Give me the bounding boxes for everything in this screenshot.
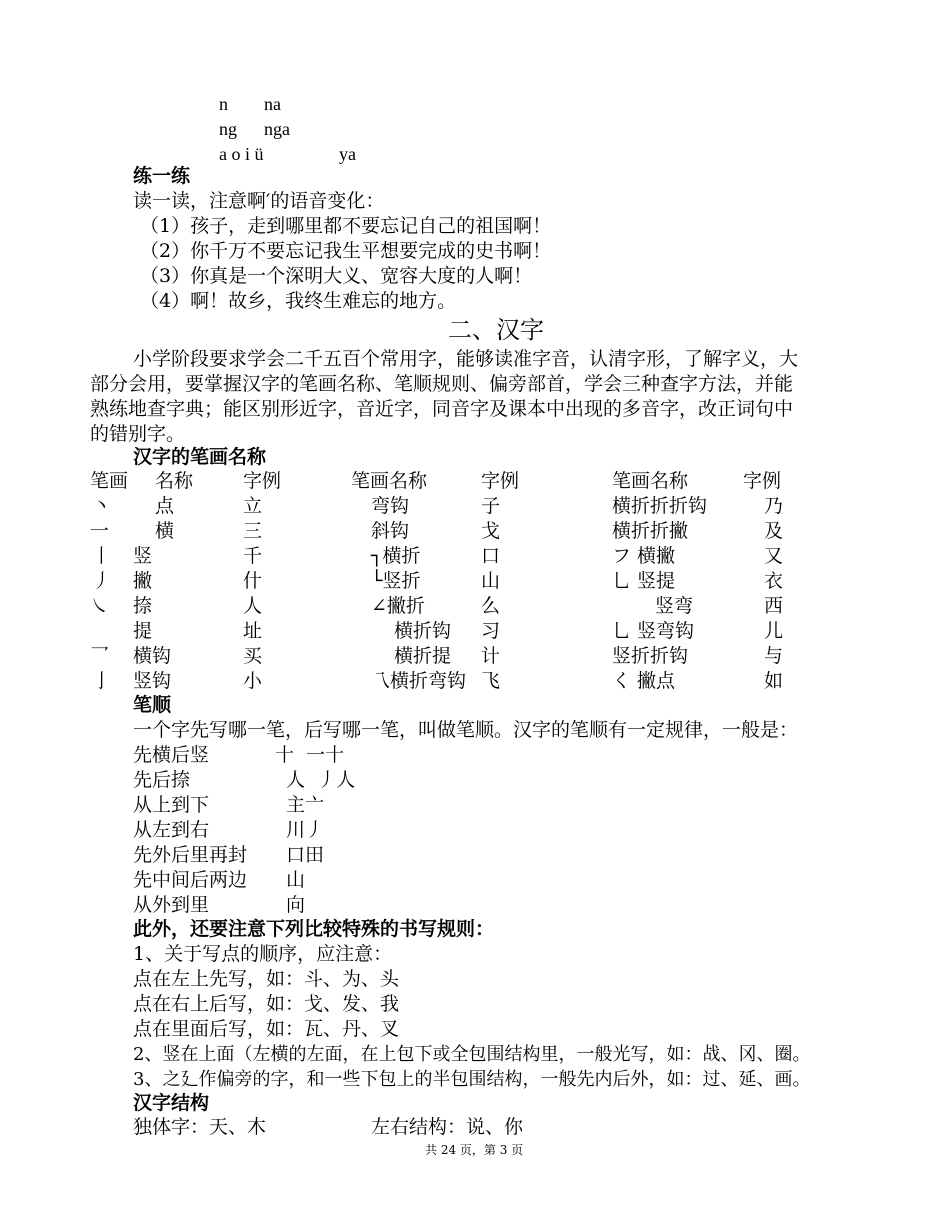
stroke-name: 乁横折弯钩: [371, 670, 467, 692]
stroke-symbol: 一: [90, 520, 110, 542]
stroke-symbol: 丶: [92, 495, 112, 517]
special-rule-line: 3、之廴作偏旁的字，和一些下包上的半包围结构，一般先内后外，如：过、延、画。: [133, 1069, 811, 1090]
pinyin-vowels: a o i ü: [219, 144, 264, 164]
practice-item: （3）你真是一个深明大义、宽容大度的人啊！: [140, 265, 533, 287]
stroke-example: 习: [481, 620, 501, 642]
order-example: 主亠: [286, 794, 325, 816]
pinyin-n: n: [219, 94, 228, 114]
stroke-name: └竖折: [371, 570, 421, 592]
special-rule-line: 点在左上先写，如：斗、为、头: [133, 968, 400, 990]
order-rule: 从上到下: [133, 794, 210, 816]
stroke-example: 飞: [481, 670, 501, 692]
page-footer: 共 24 页，第 3 页: [425, 1143, 524, 1157]
practice-intro: 读一读，注意啊′的语音变化：: [133, 190, 385, 212]
intro-paragraph-line: 部分会用，要掌握汉字的笔画名称、笔顺规则、偏旁部首，学会三种查字方法，并能: [90, 373, 794, 395]
stroke-example: 买: [243, 645, 263, 667]
stroke-name: 竖钩: [133, 670, 172, 692]
stroke-table-header: 字例: [743, 470, 782, 492]
stroke-order-heading: 笔顺: [133, 694, 172, 716]
stroke-table-header: 字例: [481, 470, 520, 492]
stroke-example: 计: [481, 645, 501, 667]
structure-item: 左右结构：说、你: [371, 1116, 524, 1138]
stroke-name: 横折折折钩: [612, 495, 708, 517]
section-title: 二、汉字: [448, 316, 544, 344]
stroke-table-heading: 汉字的笔画名称: [133, 446, 267, 468]
stroke-example: 人: [243, 595, 263, 617]
stroke-example: 三: [243, 520, 263, 542]
stroke-table-header: 名称: [155, 470, 194, 492]
stroke-name: 撇: [133, 570, 153, 592]
stroke-name: 斜钩: [371, 520, 410, 542]
stroke-name: 点: [155, 495, 175, 517]
intro-paragraph-line: 小学阶段要求学会二千五百个常用字，能够读准字音，认清字形，了解字义，大: [133, 348, 799, 370]
stroke-example: 小: [243, 670, 263, 692]
special-rule-line: 2、竖在上面（左横的左面，在上包下或全包围结构里，一般光写，如：战、冈、圈。: [133, 1044, 811, 1065]
pinyin-na: na: [264, 94, 281, 114]
order-example: 川丿: [286, 819, 325, 841]
stroke-table-header: 笔画: [90, 470, 129, 492]
stroke-example: 戈: [481, 520, 501, 542]
stroke-name: 竖弯: [655, 595, 694, 617]
structure-item: 独体字：天、木: [133, 1116, 267, 1138]
stroke-table-header: 字例: [243, 470, 282, 492]
stroke-name: 横钩: [133, 645, 172, 667]
stroke-example: 么: [481, 595, 501, 617]
stroke-name: 乚 竖弯钩: [612, 620, 695, 642]
order-example: 十 一十: [275, 744, 345, 766]
stroke-example: 子: [481, 495, 501, 517]
special-rules-heading: 此外，还要注意下列比较特殊的书写规则：: [133, 918, 495, 940]
practice-item: （2）你千万不要忘记我生平想要完成的史书啊！: [140, 240, 552, 262]
stroke-symbol: 乛: [90, 645, 110, 667]
order-rule: 先横后竖: [133, 744, 210, 766]
stroke-name: 竖折折钩: [612, 645, 689, 667]
practice-item: （1）孩子，走到哪里都不要忘记自己的祖国啊！: [140, 215, 552, 237]
stroke-name: 捺: [133, 595, 153, 617]
order-example: 向: [286, 894, 306, 916]
pinyin-ya: ya: [339, 144, 356, 164]
stroke-name: 弯钩: [371, 495, 410, 517]
stroke-name: ∠撇折: [371, 595, 425, 617]
stroke-name: ┐横折: [371, 545, 421, 567]
special-rule-line: 点在右上后写，如：戈、发、我: [133, 993, 400, 1015]
order-rule: 先后捺: [133, 769, 191, 791]
order-example: 口田: [286, 844, 325, 866]
stroke-example: 及: [764, 520, 784, 542]
order-rule: 从左到右: [133, 819, 210, 841]
stroke-example: 又: [764, 545, 784, 567]
stroke-table-header: 笔画名称: [351, 470, 428, 492]
stroke-example: 西: [764, 595, 784, 617]
stroke-symbol: 亅: [92, 670, 112, 692]
special-rule-line: 1、关于写点的顺序，应注意：: [133, 943, 393, 965]
stroke-name: フ 横撇: [612, 545, 676, 567]
practice-heading: 练一练: [133, 165, 191, 187]
intro-paragraph-line: 熟练地查字典；能区别形近字，音近字，同音字及课本中出现的多音字，改正词句中: [90, 398, 794, 420]
stroke-example: 址: [243, 620, 263, 642]
intro-paragraph-line: 的错别字。: [90, 423, 186, 445]
stroke-name: 横折折撇: [612, 520, 689, 542]
order-example: 山: [286, 869, 306, 891]
order-example: 人 丿人: [286, 769, 356, 791]
stroke-example: 与: [764, 645, 784, 667]
stroke-order-intro: 一个字先写哪一笔，后写哪一笔，叫做笔顺。汉字的笔顺有一定规律，一般是：: [133, 719, 799, 741]
stroke-name: 横: [155, 520, 175, 542]
stroke-name: 提: [133, 620, 153, 642]
stroke-example: 乃: [764, 495, 784, 517]
stroke-name: 横折提: [394, 645, 452, 667]
practice-item: （4）啊！故乡，我终生难忘的地方。: [140, 290, 457, 312]
stroke-example: 口: [481, 545, 501, 567]
stroke-example: 千: [243, 545, 263, 567]
stroke-example: 如: [764, 670, 784, 692]
stroke-table-header: 笔画名称: [612, 470, 689, 492]
pinyin-ng: ng: [219, 119, 237, 139]
stroke-example: 立: [243, 495, 263, 517]
stroke-symbol: ㇏: [90, 595, 110, 617]
order-rule: 先中间后两边: [133, 869, 248, 891]
special-rule-line: 点在里面后写，如：瓦、丹、叉: [133, 1018, 400, 1040]
stroke-name: 横折钩: [394, 620, 452, 642]
stroke-example: 儿: [764, 620, 784, 642]
pinyin-nga: nga: [264, 119, 290, 139]
stroke-symbol: 丨: [92, 545, 112, 567]
stroke-example: 衣: [764, 570, 784, 592]
stroke-symbol: 丿: [92, 570, 112, 592]
order-rule: 从外到里: [133, 894, 210, 916]
structure-heading: 汉字结构: [133, 1092, 210, 1114]
order-rule: 先外后里再封: [133, 844, 248, 866]
stroke-name: 乚 竖提: [612, 570, 676, 592]
stroke-name: 竖: [133, 545, 153, 567]
stroke-example: 什: [243, 570, 263, 592]
stroke-example: 山: [481, 570, 501, 592]
stroke-name: く 撇点: [612, 670, 676, 692]
